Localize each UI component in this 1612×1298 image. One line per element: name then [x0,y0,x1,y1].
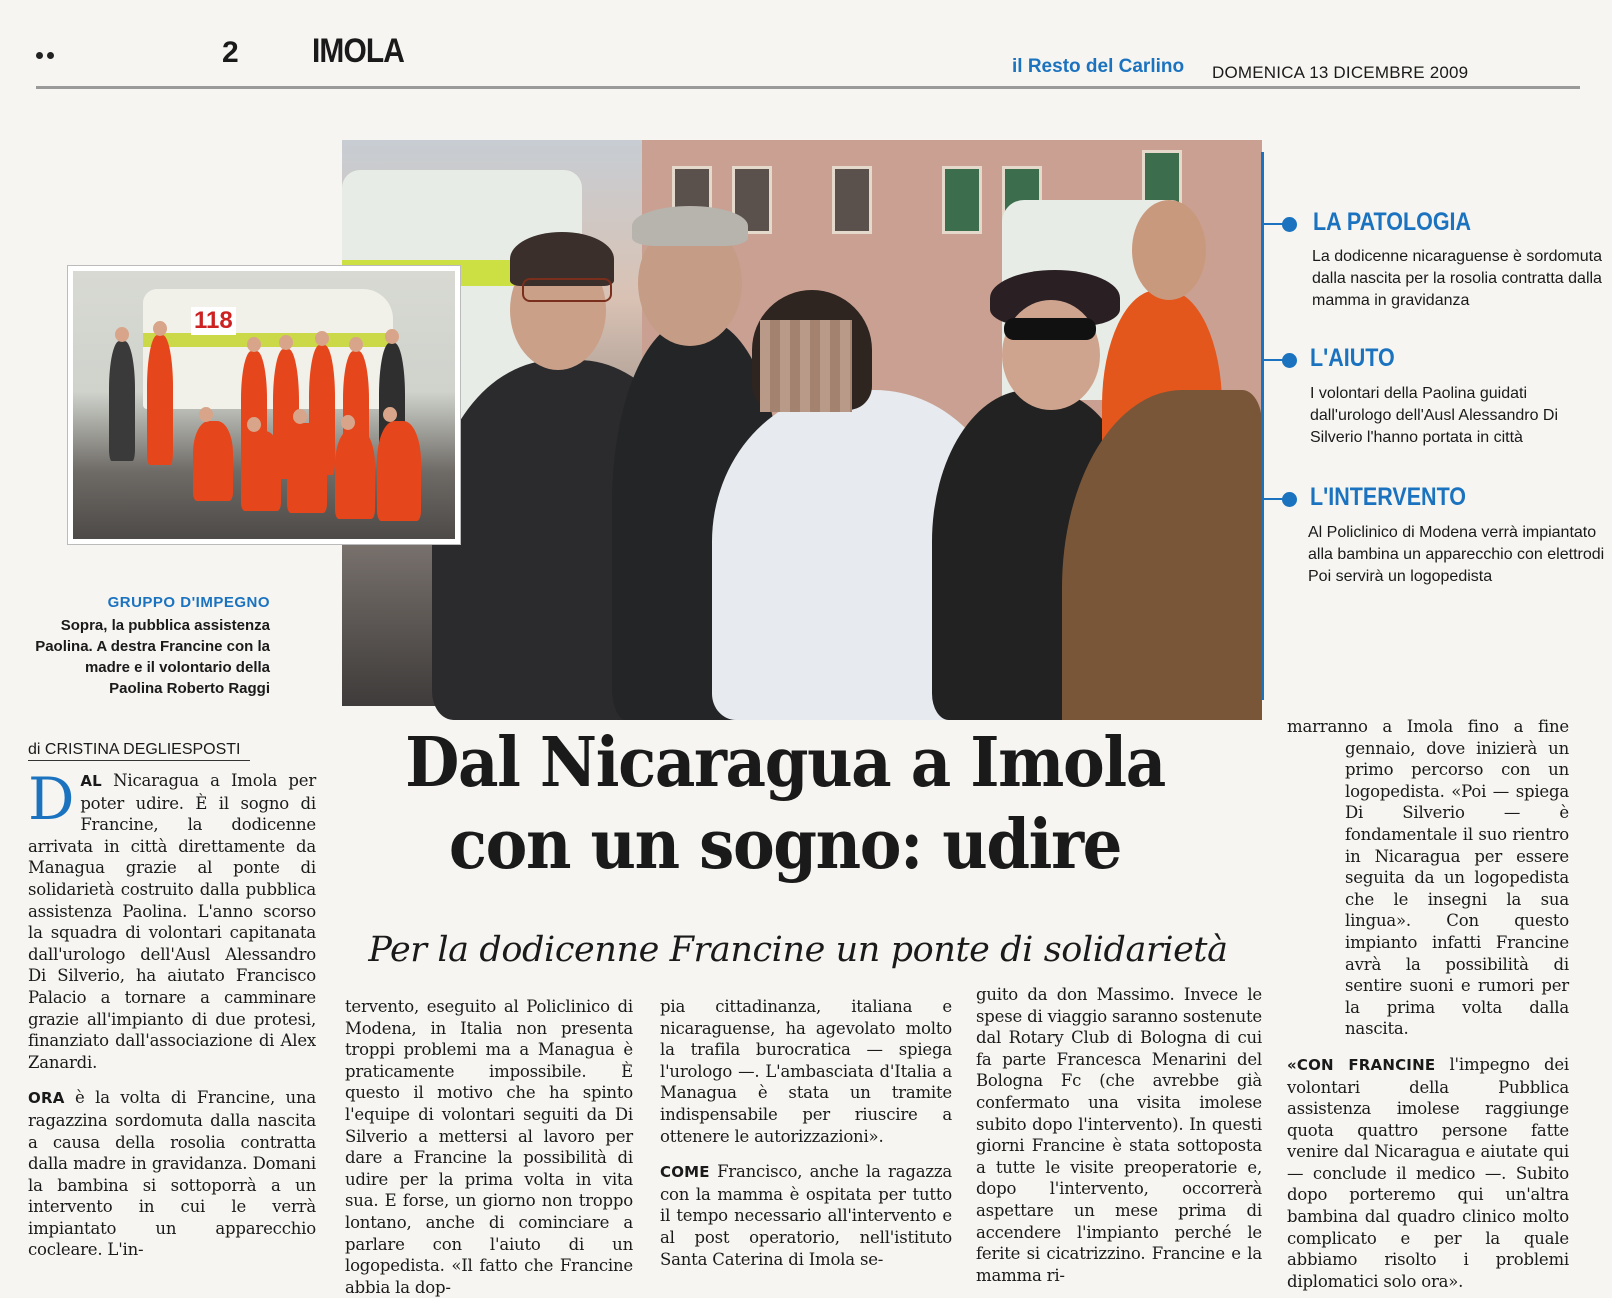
lead-in: «CON FRANCINE [1287,1055,1436,1074]
paragraph: pia cittadinanza, italiana e nicaraguense, ha agevolato molto la trafila burocratica — spiega l'urologo —. L'ambasciata d'Italia a Managua è stata un tramite indispensabile per riuscire a ottenere le autorizzazioni». [660,997,952,1146]
paragraph: Francisco, anche la ragazza con la mamma è ospitata per tutto il tempo necessario all'intervento e al post operatorio, nell'istituto Santa Caterina di Imola se- [660,1162,952,1269]
article-column-2 [345,996,633,1297]
paragraph: marranno a Imola fino a fine gennaio, dove inizierà un primo percorso con un logopedista. «Poi — spiega Di Silverio — è fondamentale il suo rientro in Nicaragua per essere seguita da un logopedista che le insegni la sua lingua». Con questo impianto infatti Francine avrà la possibilità di sentire suoni e rumori per la prima volta dalla nascita. [1287,717,1569,1039]
page-marker-dots [36,52,56,60]
paragraph: Nicaragua a Imola per poter udire. È il sogno di Francine, la dodicenne arrivata in città direttamente da Managua grazie al ponte di solidarietà costruito dalla pubblica assistenza Paolina. L'anno scorso la squadra di volontari capitanata dall'urologo dell'Ausl Alessandro Di Silverio, ha aiutato Francisco Palacio a tornare a camminare grazie all'impianto di due protesi, finanziato dall'associazione di Alex Zanardi. [28,771,317,1072]
paragraph: tervento, eseguito al Policlinico di Modena, in Italia non presenta troppi problemi ma a Managua è praticamente impossibile. È questo il motivo che ha spinto l'equipe di volontari seguiti da Di Silverio a mettersi al lavoro per dare a Francine la possibilità di udire per la prima volta in vita sua. E forse, un giorno non troppo lontano, anche di cominciare a parlare con l'aiuto di un logopedista. «Il fatto che Francine abbia la dop- [345,997,633,1297]
lead-in: COME [660,1163,710,1182]
ambulance-number: 118 [191,307,236,335]
caption-title: GRUPPO D'IMPEGNO [107,594,270,611]
fact-text: Al Policlinico di Modena verrà impiantato alla bambina un apparecchio con elettrodi Poi servirà un logopedista [1308,524,1605,585]
byline: di CRISTINA DEGLIESPOSTI [28,741,241,758]
issue-date: DOMENICA 13 DICEMBRE 2009 [1212,63,1469,82]
article-column-4 [976,984,1262,1285]
section-title: IMOLA [312,32,405,70]
fact-text: La dodicenne nicaraguense è sordomuta dalla nascita per la rosolia contratta dalla mamma in gravidanza [1312,248,1602,309]
lead-in: ORA [28,1089,65,1108]
facts-connector-line [1261,152,1264,700]
main-photo [342,140,1262,706]
paragraph: è la volta di Francine, una ragazzina sordomuta dalla nascita a causa della rosolia contratta dalla madre in gravidanza. Domani la bambina si sottoporrà a un intervento in cui le verrà impiantato un apparecchio cocleare. L'in- [28,1088,317,1260]
headline [320,722,1249,886]
article-column-3 [660,996,952,1269]
caption-text: Sopra, la pubblica assistenza Paolina. A destra Francine con la madre e il volontario della Paolina Roberto Raggi [35,617,270,697]
lead-in: AL [80,772,102,790]
newspaper-name: il Resto del Carlino [1012,56,1185,77]
article-column-5 [1287,716,1569,1292]
inset-photo [68,266,460,544]
headline-line-1: Dal Nicaragua a Imola [405,723,1165,803]
article-column-1 [28,765,317,1260]
header-rule [36,86,1580,89]
page-number: 2 [222,36,239,69]
fact-title: L'AIUTO [1310,344,1395,372]
fact-text: I volontari della Paolina guidati dall'urologo dell'Ausl Alessandro Di Silverio l'hanno portata in città [1310,385,1559,446]
byline-rule [28,760,250,761]
paragraph: l'impegno dei volontari della Pubblica assistenza imolese raggiunge quota quattro persone fatte venire dal Nicaragua e aiutate qui — conclude il medico —. Subito dopo porteremo qui un'altra bambina dal quadro clinico molto complicato e per la quale abbiamo risolto i problemi diplomatici solo ora». [1287,1054,1569,1291]
fact-title: LA PATOLOGIA [1313,208,1472,236]
headline-line-2: con un sogno: udire [448,805,1122,885]
blurred-face [760,320,852,412]
paragraph: guito da don Massimo. Invece le spese di viaggio saranno sostenute dal Rotary Club di Bologna di cui fa parte Francesca Menarini del Bologna Fc (che avrebbe già confermato una visita imolese subito dopo l'intervento). In questi giorni Francine è stata sottoposta a tutte le visite preoperatorie e, dopo l'intervento, occorrerà aspettare un mese prima di accendere l'impianto perché le ferite si cicatrizzino. Francine e la mamma ri- [976,985,1262,1285]
subheadline: Per la dodicenne Francine un ponte di solidarietà [368,930,1228,970]
fact-title: L'INTERVENTO [1310,483,1467,511]
drop-cap: D [28,765,75,833]
